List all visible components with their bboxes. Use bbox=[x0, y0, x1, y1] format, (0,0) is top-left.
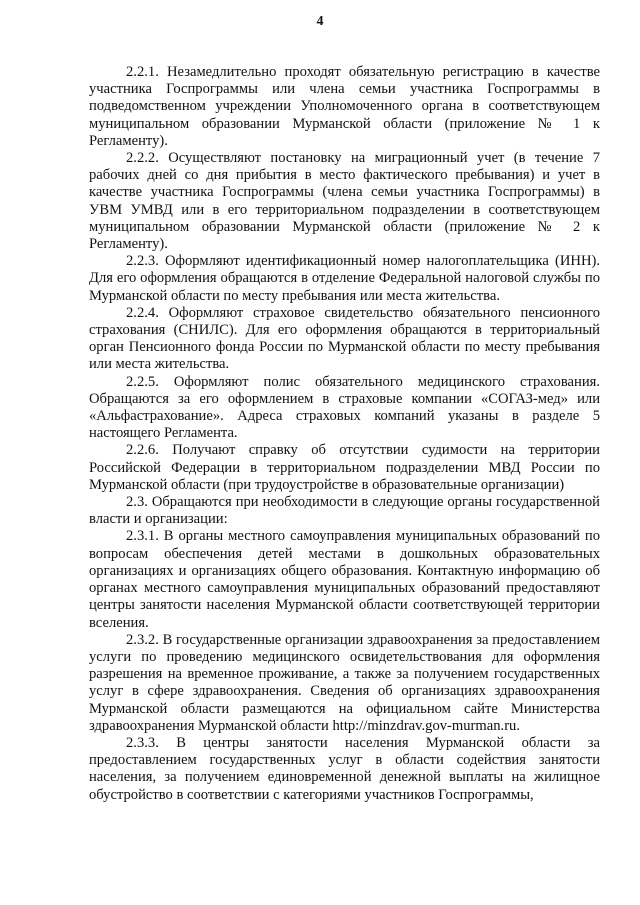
paragraph-2-2-2: 2.2.2. Осуществляют постановку на миграционный учет (в течение 7 рабочих дней со дня прибытия в место фактического пребывания) и учет в качестве участника Госпрограммы (члена семьи участника Госпрограммы) в УВМ УМВД или в его территориальном подразделении в соответствующем муниципальном образовании Мурманской области (приложение № 2 к Регламенту). bbox=[89, 150, 600, 253]
paragraph-2-3-3: 2.3.3. В центры занятости населения Мурманской области за предоставлением государственных услуг в области содействия занятости населения, за получением единовременной денежной выплаты на жилищное обустройство в соответствии с категориями участников Госпрограммы, bbox=[89, 734, 600, 803]
paragraph-2-2-5: 2.2.5. Оформляют полис обязательного медицинского страхования. Обращаются за его оформлением в страховые компании «СОГАЗ-мед» или «Альфастрахование». Адреса страховых компаний указаны в разделе 5 настоящего Регламента. bbox=[89, 373, 600, 442]
paragraph-2-3-2: 2.3.2. В государственные организации здравоохранения за предоставлением услуги по проведению медицинского освидетельствования для оформления разрешения на временное проживание, а также за получением государственных услуг в сфере здравоохранения. Сведения об организациях здравоохранения Мурманской области размещаются на официальном сайте Министерства здравоохранения Мурманской области http://minzdrav.gov-murman.ru. bbox=[89, 631, 600, 734]
paragraph-2-2-4: 2.2.4. Оформляют страховое свидетельство обязательного пенсионного страхования (СНИЛС). Для его оформления обращаются в территориальный орган Пенсионного фонда России по Мурманской области по месту пребывания или места жительства. bbox=[89, 304, 600, 373]
page-number: 4 bbox=[316, 14, 324, 29]
paragraph-2-3: 2.3. Обращаются при необходимости в следующие органы государственной власти и организации: bbox=[89, 494, 600, 528]
paragraph-2-2-6: 2.2.6. Получают справку об отсутствии судимости на территории Российской Федерации в территориальном подразделении МВД России по Мурманской области (при трудоустройстве в образовательные организации) bbox=[89, 442, 600, 493]
paragraph-2-3-1: 2.3.1. В органы местного самоуправления муниципальных образований по вопросам обеспечения детей местами в дошкольных образовательных организациях и организациях общего образования. Контактную информацию об органах местного самоуправления муниципальных образований предоставляют центры занятости населения Мурманской области соответствующей территории вселения. bbox=[89, 528, 600, 631]
paragraph-2-2-1: 2.2.1. Незамедлительно проходят обязательную регистрацию в качестве участника Госпрограммы или члена семьи участника Госпрограммы в подведомственном учреждении Уполномоченного органа в соответствующем муниципальном образовании Мурманской области (приложение № 1 к Регламенту). bbox=[89, 64, 600, 149]
document-body bbox=[89, 64, 600, 804]
paragraph-2-2-3: 2.2.3. Оформляют идентификационный номер налогоплательщика (ИНН). Для его оформления обращаются в отделение Федеральной налоговой службы по Мурманской области по месту пребывания или места жительства. bbox=[89, 253, 600, 304]
